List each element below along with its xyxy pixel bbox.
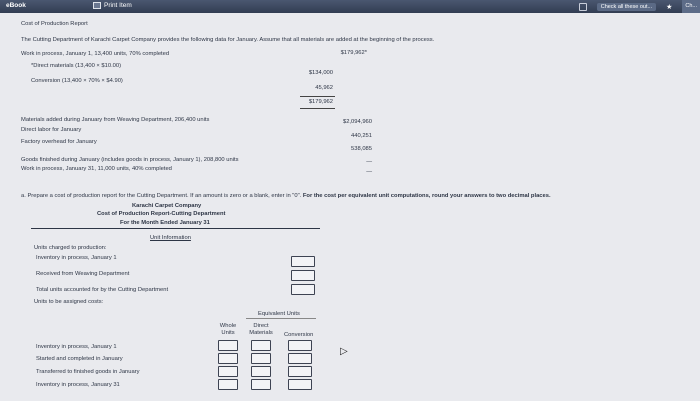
equiv-row-label: Inventory in process, January 31 xyxy=(36,382,120,388)
whole-units-input[interactable] xyxy=(218,340,238,351)
report-heading: Cost of Production Report-Cutting Department xyxy=(97,211,226,217)
conversion-input[interactable] xyxy=(288,366,312,377)
conv-value: 45,962 xyxy=(315,85,333,91)
fact-row-value: — xyxy=(366,159,372,165)
fact-row-value: — xyxy=(366,169,372,175)
overflow-button[interactable]: Ch... xyxy=(682,0,700,13)
unit-row-label: Inventory in process, January 1 xyxy=(36,255,117,261)
wip-begin-label: Work in process, January 1, 13,400 units, 70% completed xyxy=(21,51,170,57)
instruction-text xyxy=(21,193,551,200)
fact-row-label: Materials added during January from Weaving Department, 206,400 units xyxy=(21,117,210,123)
conversion-input[interactable] xyxy=(288,353,312,364)
dm-value: $134,000 xyxy=(308,70,333,76)
fact-row-value: 440,251 xyxy=(351,133,372,139)
whole-units-input[interactable] xyxy=(218,379,238,390)
unit-row-label: Received from Weaving Department xyxy=(36,271,130,277)
wip-begin-total: $179,962* xyxy=(340,50,367,56)
whole-units-input[interactable] xyxy=(218,366,238,377)
equiv-row-label: Inventory in process, January 1 xyxy=(36,344,117,350)
conversion-input[interactable] xyxy=(288,340,312,351)
intro-text: The Cutting Department of Karachi Carpet Company provides the following data for January. Assume that all materials are added at the beginning of the process. xyxy=(21,37,435,43)
equiv-header-rule xyxy=(246,318,316,319)
report-period: For the Month Ended January 31 xyxy=(120,220,210,226)
instruction-prefix: a. Prepare a cost of production report for the Cutting Department. If an amount is zero or a blank, enter in "0". xyxy=(21,193,302,199)
whole-units-input[interactable] xyxy=(218,353,238,364)
fact-row-value: $2,094,960 xyxy=(342,119,372,125)
problem-content xyxy=(0,13,700,401)
direct-materials-input[interactable] xyxy=(251,340,271,351)
col-direct-materials: Direct Materials xyxy=(249,323,273,336)
equiv-row-label: Started and completed in January xyxy=(36,356,123,362)
direct-materials-input[interactable] xyxy=(251,379,271,390)
direct-materials-input[interactable] xyxy=(251,353,271,364)
ebook-tab[interactable]: eBook xyxy=(6,2,26,9)
top-toolbar xyxy=(0,0,700,13)
units-inventory-jan1-input[interactable] xyxy=(291,256,315,267)
equiv-row-label: Transferred to finished goods in January xyxy=(36,369,140,375)
unit-information-heading: Unit Information xyxy=(150,235,191,241)
wip-sum-value: $179,962 xyxy=(308,99,333,105)
col-conversion: Conversion xyxy=(284,332,314,338)
sum-rule xyxy=(300,96,335,97)
conversion-input[interactable] xyxy=(288,379,312,390)
instruction-bold: For the cost per equivalent unit computations, round your answers to two decimal places. xyxy=(301,193,551,199)
fact-row-label: Work in process, January 31, 11,000 units, 40% completed xyxy=(21,166,172,172)
col-whole-units: Whole Units xyxy=(219,323,237,336)
double-rule-top xyxy=(300,108,335,109)
fact-row-value: 538,085 xyxy=(351,146,372,152)
units-received-input[interactable] xyxy=(291,270,315,281)
print-item-button[interactable] xyxy=(93,2,132,9)
dm-label: *Direct materials (13,400 × $10.00) xyxy=(31,63,122,69)
mouse-cursor-icon: ▷ xyxy=(340,346,348,357)
fact-row-label: Direct labor for January xyxy=(21,127,82,133)
equivalent-units-header: Equivalent Units xyxy=(258,311,300,317)
print-icon xyxy=(93,2,101,9)
report-title: Cost of Production Report xyxy=(21,21,88,27)
fact-row-label: Goods finished during January (includes goods in process, January 1), 208,800 units xyxy=(21,157,239,163)
units-total-accounted-input[interactable] xyxy=(291,284,315,295)
company-name: Karachi Carpet Company xyxy=(132,203,202,209)
conv-label: Conversion (13,400 × 70% × $4.90) xyxy=(31,78,123,84)
direct-materials-input[interactable] xyxy=(251,366,271,377)
print-item-label: Print Item xyxy=(104,2,132,9)
window-control-icon[interactable] xyxy=(579,3,587,11)
toolbar-right xyxy=(579,0,700,13)
star-icon[interactable]: ★ xyxy=(666,3,673,11)
check-all-button[interactable]: Check all these out... xyxy=(597,3,656,11)
unit-row-label: Total units accounted for by the Cutting Department xyxy=(36,287,169,293)
units-assigned-label: Units to be assigned costs: xyxy=(34,299,104,305)
units-charged-label: Units charged to production: xyxy=(34,245,107,251)
fact-row-label: Factory overhead for January xyxy=(21,139,97,145)
header-rule xyxy=(31,228,320,229)
